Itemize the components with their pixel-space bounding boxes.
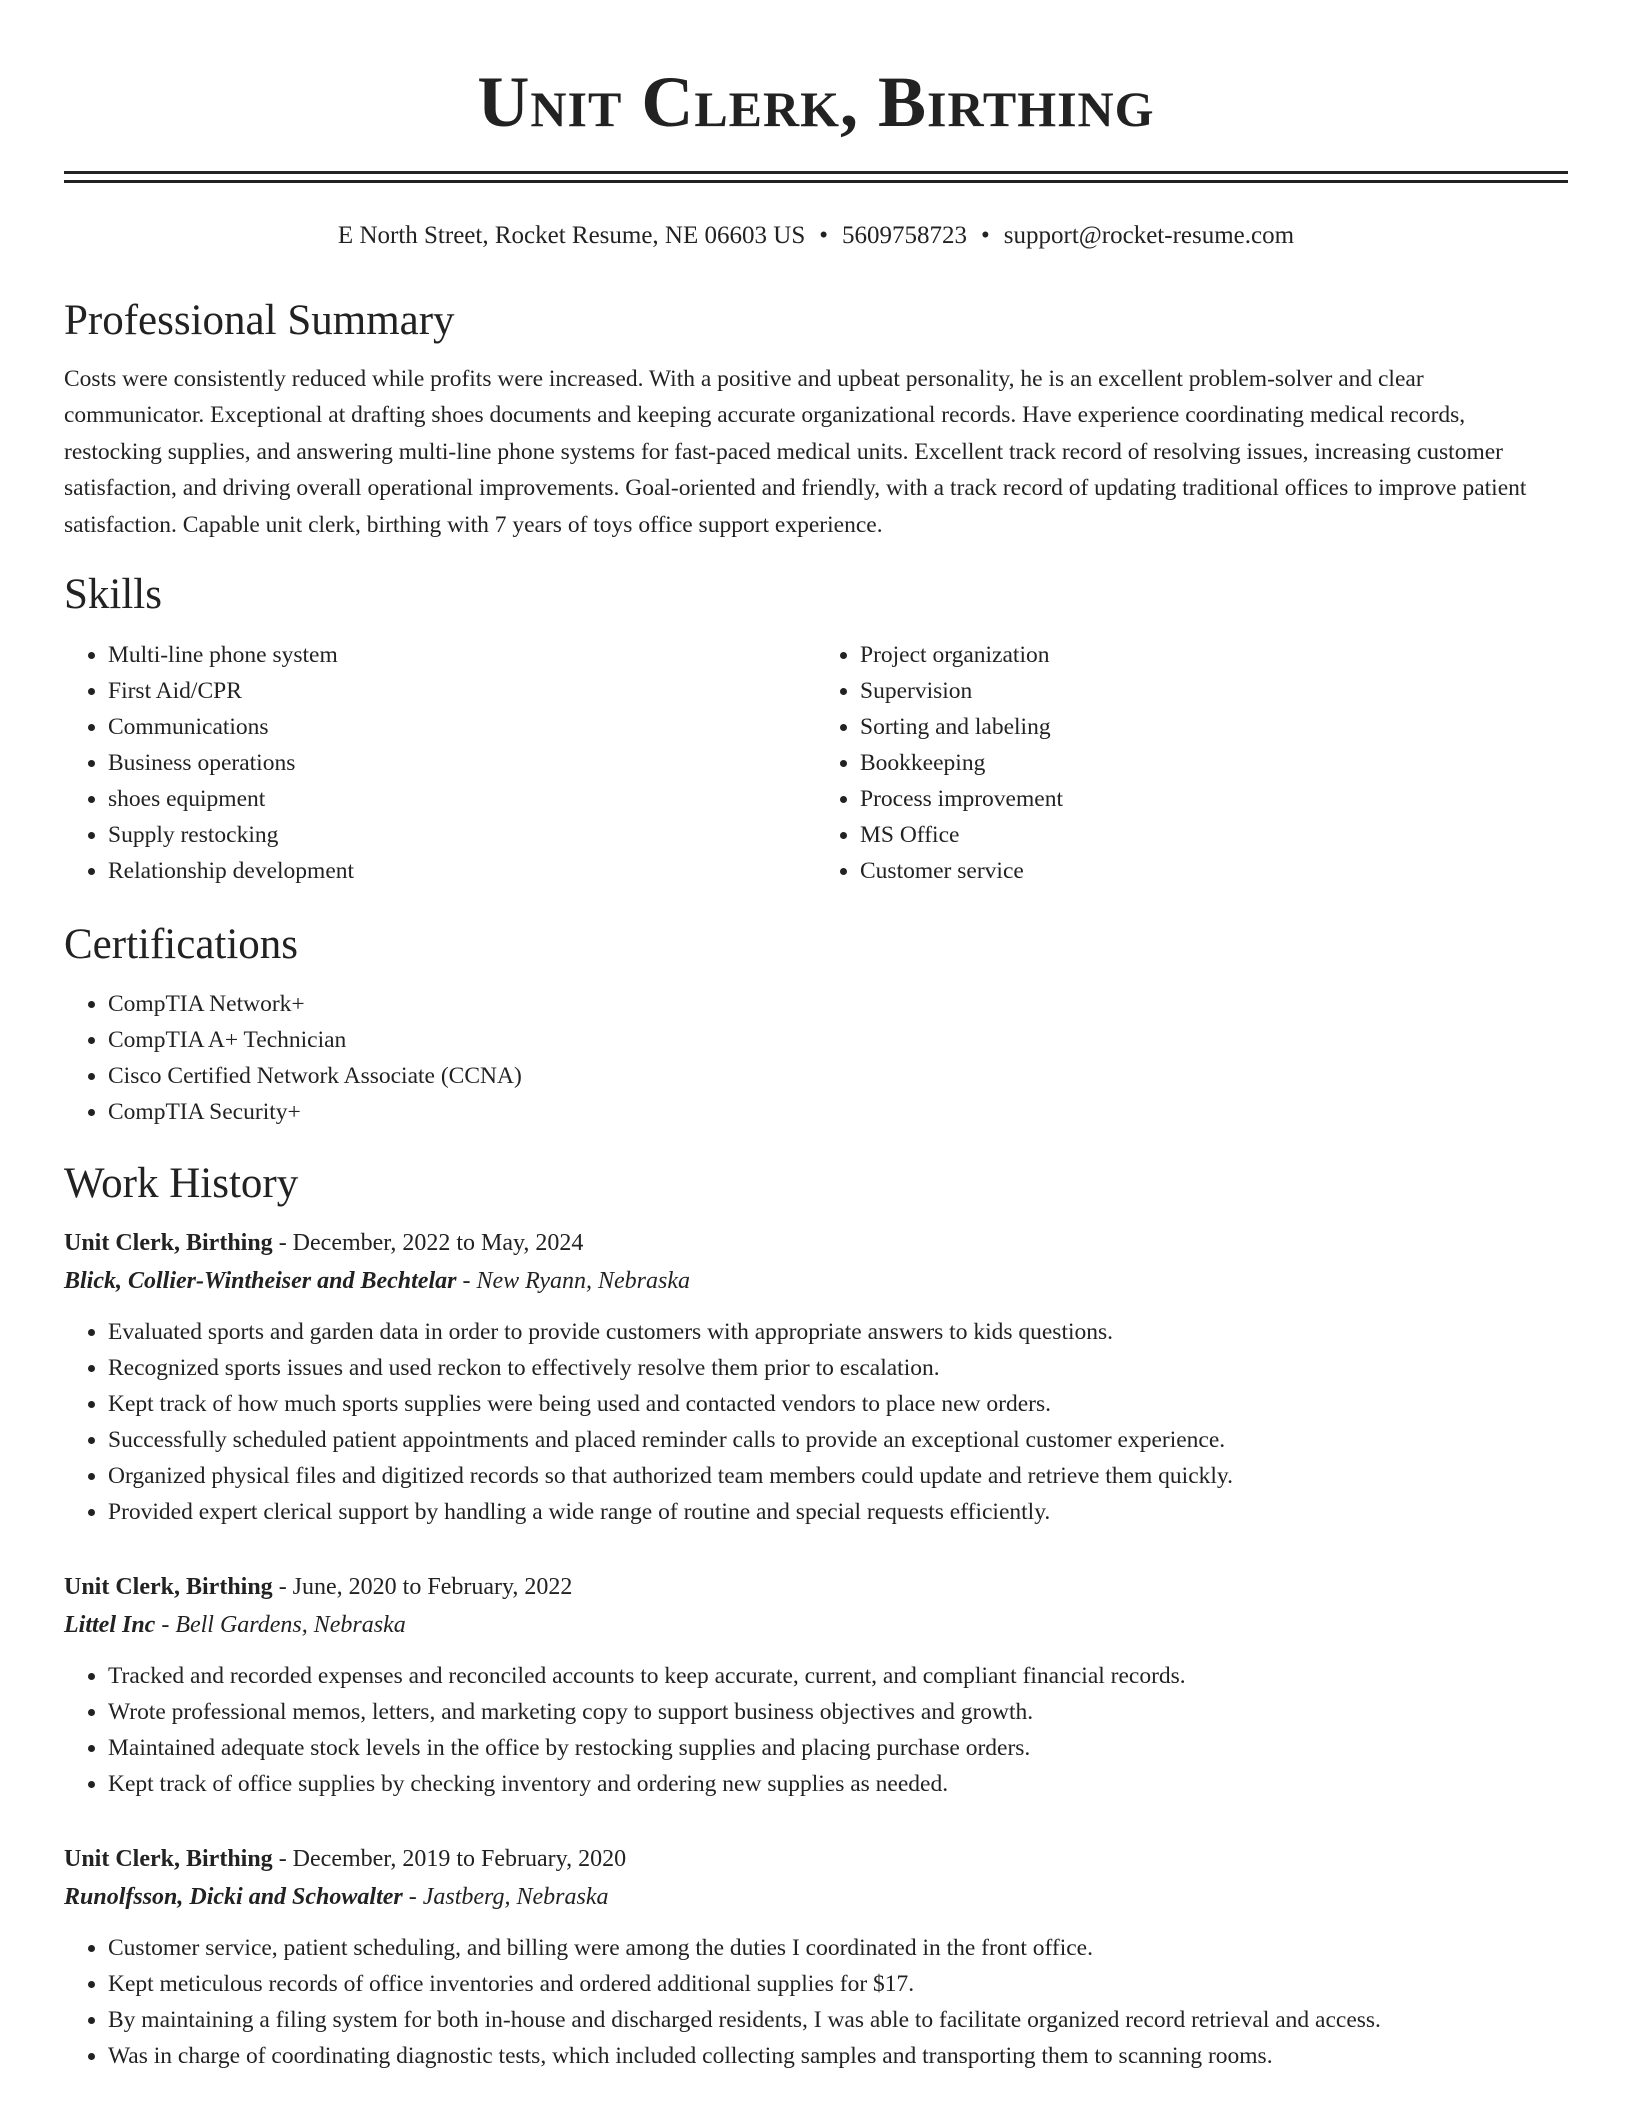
job-entry bbox=[64, 1224, 1568, 1530]
skill-item: • Customer service bbox=[860, 853, 1568, 889]
skill-item: • Business operations bbox=[108, 745, 816, 781]
job-company-line bbox=[64, 1606, 1568, 1644]
job-dates: - June, 2020 to February, 2022 bbox=[272, 1573, 573, 1600]
summary-text: Costs were consistently reduced while profits were increased. With a positive and upbeat personality, he is an excellent problem-solver and clear communicator. Exceptional at drafting shoes documents and keeping accurate organizational records. Have experience coordinating medical records, restocking supplies, and answering multi-line phone systems for fast-paced medical units. Excellent track record of resolving issues, increasing customer satisfaction, and driving overall operational improvements. Goal-oriented and friendly, with a track record of updating traditional offices to improve patient satisfaction. Capable unit clerk, birthing with 7 years of toys office support experience. bbox=[64, 365, 1527, 538]
job-bullet: • Provided expert clerical support by handling a wide range of routine and special requests efficiently. bbox=[108, 1494, 1568, 1530]
work-history-heading: Work History bbox=[64, 1160, 299, 1208]
job-bullets bbox=[64, 1658, 1568, 1802]
job-title: Unit Clerk, Birthing bbox=[64, 1845, 273, 1872]
work-history-section bbox=[64, 1158, 1568, 2074]
job-location: - Bell Gardens, Nebraska bbox=[155, 1611, 406, 1638]
job-title-line bbox=[64, 1568, 1568, 1606]
contact-email: support@rocket-resume.com bbox=[1003, 222, 1295, 249]
skill-item: • First Aid/CPR bbox=[108, 673, 816, 709]
contact-separator: • bbox=[819, 222, 828, 249]
job-dates: - December, 2022 to May, 2024 bbox=[272, 1229, 584, 1256]
job-bullet: • Successfully scheduled patient appointments and placed reminder calls to provide an exceptional customer experience. bbox=[108, 1422, 1568, 1458]
resume-page bbox=[64, 0, 1568, 2074]
skill-item: • MS Office bbox=[860, 817, 1568, 853]
summary-section bbox=[64, 295, 1568, 543]
job-entry bbox=[64, 1568, 1568, 1802]
job-bullet: • By maintaining a filing system for both in-house and discharged residents, I was able to facilitate organized record retrieval and access. bbox=[108, 2002, 1568, 2038]
candidate-name: Unit Clerk, Birthing bbox=[477, 62, 1155, 142]
job-title-line bbox=[64, 1224, 1568, 1262]
job-title-line bbox=[64, 1840, 1568, 1878]
certification-item: • Cisco Certified Network Associate (CCNA) bbox=[108, 1058, 1568, 1094]
certification-item: • CompTIA Network+ bbox=[108, 986, 1568, 1022]
header-rule-bottom bbox=[64, 180, 1568, 183]
job-title: Unit Clerk, Birthing bbox=[64, 1573, 273, 1600]
contact-separator: • bbox=[981, 222, 990, 249]
contact-line bbox=[64, 221, 1568, 251]
job-bullet: • Wrote professional memos, letters, and marketing copy to support business objectives and growth. bbox=[108, 1694, 1568, 1730]
job-bullets bbox=[64, 1930, 1568, 2074]
job-location: - Jastberg, Nebraska bbox=[402, 1883, 609, 1910]
certification-item: • CompTIA A+ Technician bbox=[108, 1022, 1568, 1058]
summary-heading: Professional Summary bbox=[64, 297, 455, 344]
skill-item: • Sorting and labeling bbox=[860, 709, 1568, 745]
skills-columns bbox=[64, 637, 1568, 889]
contact-phone: 5609758723 bbox=[842, 222, 967, 249]
skills-section bbox=[64, 569, 1568, 889]
job-dates: - December, 2019 to February, 2020 bbox=[272, 1845, 627, 1872]
job-bullet: • Customer service, patient scheduling, and billing were among the duties I coordinated in the front office. bbox=[108, 1930, 1568, 1966]
certification-item: • CompTIA Security+ bbox=[108, 1094, 1568, 1130]
certifications-section bbox=[64, 919, 1568, 1131]
job-bullets bbox=[64, 1314, 1568, 1530]
job-title: Unit Clerk, Birthing bbox=[64, 1229, 273, 1256]
job-bullet: • Was in charge of coordinating diagnostic tests, which included collecting samples and transporting them to scanning rooms. bbox=[108, 2038, 1568, 2074]
job-bullet: • Kept track of office supplies by checking inventory and ordering new supplies as needed. bbox=[108, 1766, 1568, 1802]
certifications-list bbox=[64, 986, 1568, 1130]
job-company-line bbox=[64, 1878, 1568, 1916]
skill-item: • Communications bbox=[108, 709, 816, 745]
skill-item: • Relationship development bbox=[108, 853, 816, 889]
header-rule-top bbox=[64, 171, 1568, 174]
skills-list-right bbox=[816, 637, 1568, 889]
job-company: Runolfsson, Dicki and Schowalter bbox=[64, 1883, 403, 1910]
skill-item: • shoes equipment bbox=[108, 781, 816, 817]
skill-item: • Supply restocking bbox=[108, 817, 816, 853]
job-bullet: • Evaluated sports and garden data in order to provide customers with appropriate answers to kids questions. bbox=[108, 1314, 1568, 1350]
job-bullet: • Kept track of how much sports supplies were being used and contacted vendors to place new orders. bbox=[108, 1386, 1568, 1422]
job-bullet: • Maintained adequate stock levels in the office by restocking supplies and placing purchase orders. bbox=[108, 1730, 1568, 1766]
contact-address: E North Street, Rocket Resume, NE 06603 US bbox=[337, 222, 806, 249]
job-location: - New Ryann, Nebraska bbox=[456, 1267, 690, 1294]
skill-item: • Multi-line phone system bbox=[108, 637, 816, 673]
job-bullet: • Kept meticulous records of office inventories and ordered additional supplies for $17. bbox=[108, 1966, 1568, 2002]
skill-item: • Process improvement bbox=[860, 781, 1568, 817]
skills-list-left bbox=[64, 637, 816, 889]
job-entry bbox=[64, 1840, 1568, 2074]
skills-heading: Skills bbox=[64, 571, 162, 619]
certifications-heading: Certifications bbox=[64, 920, 299, 968]
job-bullet: • Organized physical files and digitized records so that authorized team members could update and retrieve them quickly. bbox=[108, 1458, 1568, 1494]
job-company-line bbox=[64, 1262, 1568, 1300]
job-bullet: • Tracked and recorded expenses and reconciled accounts to keep accurate, current, and compliant financial records. bbox=[108, 1658, 1568, 1694]
job-bullet: • Recognized sports issues and used reckon to effectively resolve them prior to escalation. bbox=[108, 1350, 1568, 1386]
skill-item: • Bookkeeping bbox=[860, 745, 1568, 781]
job-company: Littel Inc bbox=[64, 1611, 156, 1638]
skill-item: • Supervision bbox=[860, 673, 1568, 709]
skill-item: • Project organization bbox=[860, 637, 1568, 673]
job-company: Blick, Collier-Wintheiser and Bechtelar bbox=[64, 1267, 457, 1294]
